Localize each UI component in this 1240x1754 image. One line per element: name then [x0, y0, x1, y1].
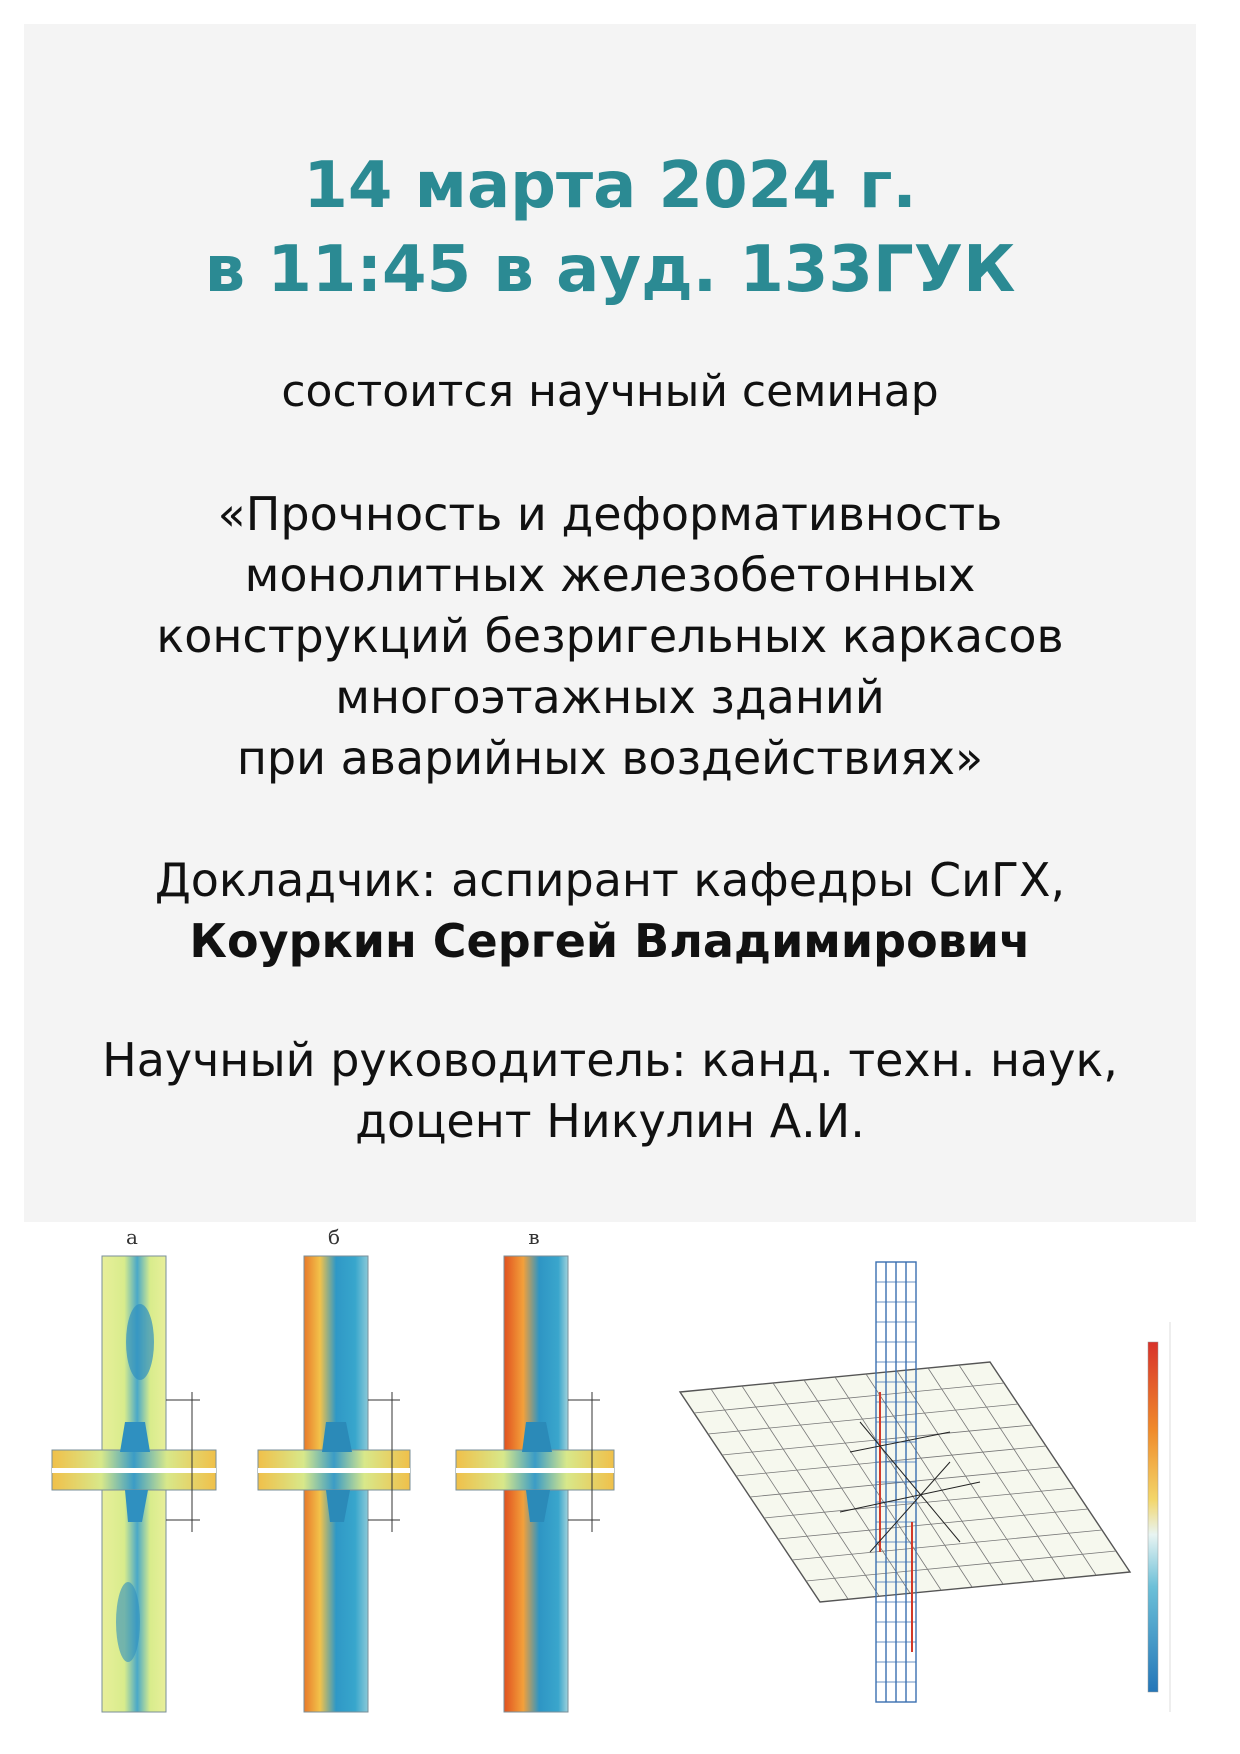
topic-line: многоэтажных зданий — [335, 670, 885, 724]
figure-a — [52, 1225, 216, 1712]
seminar-intro: состоится научный семинар — [281, 366, 939, 417]
color-legend — [1148, 1322, 1170, 1712]
speaker-role: Докладчик: аспирант кафедры СиГХ, — [154, 853, 1066, 907]
seminar-topic — [24, 484, 1196, 789]
event-time-place: в 11:45 в ауд. 133ГУК — [204, 233, 1016, 307]
advisor-block — [24, 1030, 1196, 1152]
figure-label-a: а — [126, 1225, 138, 1249]
figure-label-b: б — [327, 1225, 341, 1249]
topic-line: монолитных железобетонных — [244, 548, 976, 602]
announcement-panel — [24, 24, 1196, 1222]
topic-line: конструкций безригельных каркасов — [156, 609, 1064, 663]
illustrations — [0, 1222, 1240, 1722]
figure-c — [456, 1225, 614, 1712]
speaker-block — [24, 850, 1196, 972]
figure-label-c: в — [528, 1225, 540, 1249]
frame-model — [680, 1262, 1130, 1702]
topic-line: «Прочность и деформативность — [217, 487, 1003, 541]
figure-b — [258, 1225, 410, 1712]
topic-line: при аварийных воздействиях» — [236, 731, 984, 785]
event-datetime — [24, 144, 1196, 312]
speaker-name: Коуркин Сергей Владимирович — [189, 914, 1031, 968]
advisor-name: доцент Никулин А.И. — [355, 1094, 865, 1148]
event-date: 14 марта 2024 г. — [303, 149, 917, 223]
advisor-title: Научный руководитель: канд. техн. наук, — [102, 1033, 1118, 1087]
